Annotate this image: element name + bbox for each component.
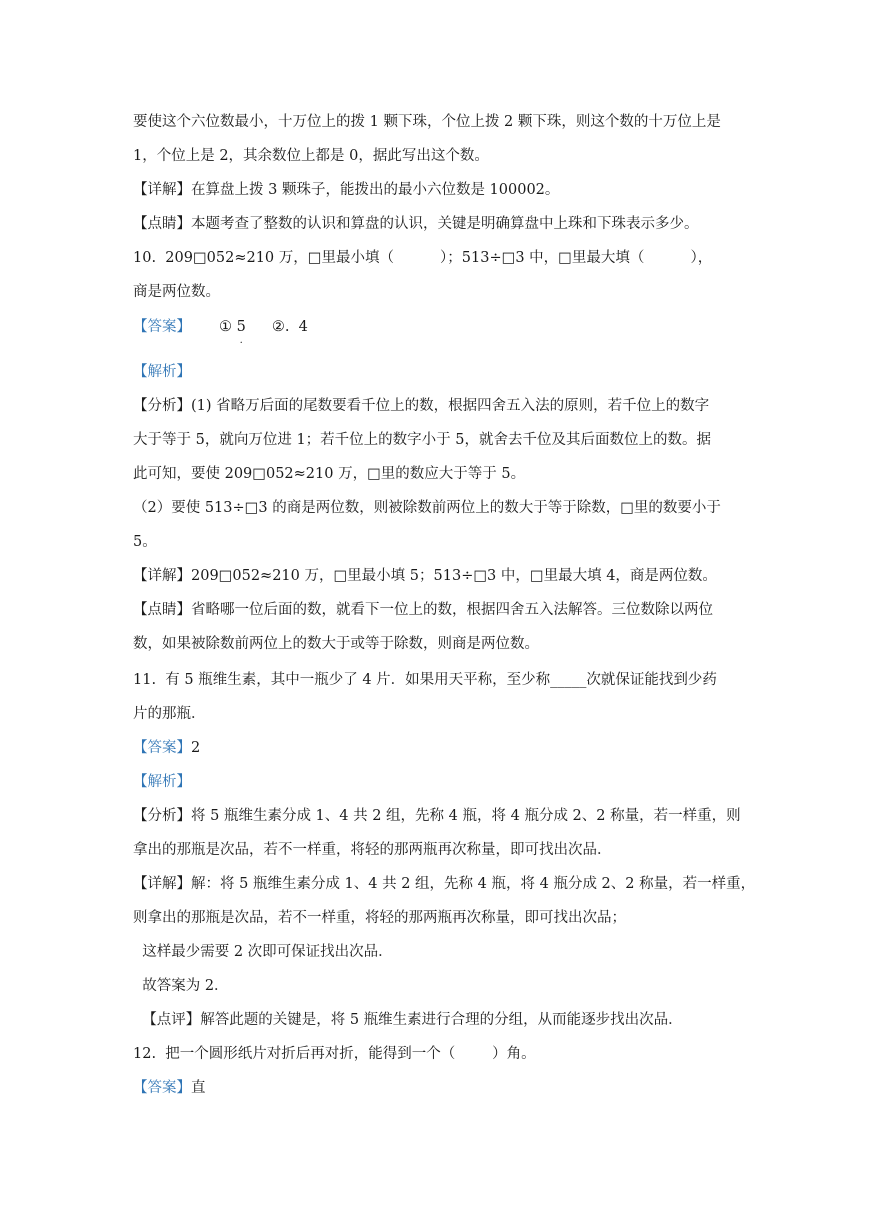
question-11-cont: 片的那瓶． xyxy=(133,706,206,722)
answer-item-2: ②. 4 xyxy=(271,319,308,335)
analysis-heading: 【解析】 xyxy=(133,364,191,380)
text-line: 拿出的那瓶是次品，若不一样重，将轻的那两瓶再次称量，即可找出次品． xyxy=(133,842,612,858)
comment-text: 解答此题的关键是，将 5 瓶维生素进行合理的分组，从而能逐步找出次品． xyxy=(200,1012,683,1028)
text-line: 数，如果被除数前两位上的数大于或等于除数，则商是两位数。 xyxy=(133,636,539,652)
text-line: 故答案为 2． xyxy=(133,978,229,994)
analysis-tag: 【分析】 xyxy=(133,398,191,414)
note-line xyxy=(133,600,713,620)
text-line: 这样最少需要 2 次即可保证找出次品． xyxy=(133,944,393,960)
text-line: 大于等于 5，就向万位进 1；若千位上的数字小于 5，就舍去千位及其后面数位上的数。据 xyxy=(133,432,711,448)
detail-line xyxy=(133,180,559,200)
analysis-heading: 【解析】 xyxy=(133,774,191,790)
note-text: 省略哪一位后面的数，就看下一位上的数，根据四舍五入法解答。三位数除以两位 xyxy=(191,602,713,618)
note-line xyxy=(133,214,699,234)
detail-tag: 【详解】 xyxy=(133,182,191,198)
text-line: 1，个位上是 2，其余数位上都是 0，据此写出这个数。 xyxy=(133,148,489,164)
note-tag: 【点睛】 xyxy=(133,602,191,618)
analysis-text: (1) 省略万后面的尾数要看千位上的数，根据四舍五入法的原则，若千位上的数字 xyxy=(191,398,710,414)
analysis-tag: 【分析】 xyxy=(133,808,191,824)
answer-tag: 【答案】 xyxy=(133,319,191,335)
detail-text: 解：将 5 瓶维生素分成 1、4 共 2 组，先称 4 瓶，将 4 瓶分成 2、2 称量，若一样重， xyxy=(191,876,756,892)
comment-tag: 【点评】 xyxy=(133,1012,201,1028)
detail-text: 在算盘上拨 3 颗珠子，能拨出的最小六位数是 100002。 xyxy=(191,182,560,198)
text-line: 此可知，要使 209□052≈210 万，□里的数应大于等于 5。 xyxy=(133,466,526,482)
detail-tag: 【详解】 xyxy=(133,568,191,584)
answer-tag: 【答案】 xyxy=(133,740,191,756)
analysis-line xyxy=(133,396,709,416)
answer-tag: 【答案】 xyxy=(133,1080,191,1096)
answer-line xyxy=(133,1078,206,1098)
analysis-line xyxy=(133,806,741,826)
analysis-text: 将 5 瓶维生素分成 1、4 共 2 组，先称 4 瓶，将 4 瓶分成 2、2 称量，若一样重，则 xyxy=(191,808,741,824)
note-text: 本题考查了整数的认识和算盘的认识，关键是明确算盘中上珠和下珠表示多少。 xyxy=(191,216,699,232)
question-10: 10. 209□052≈210 万，□里最小填（ ）；513÷□3 中，□里最大填（ ）， xyxy=(133,250,713,266)
text-line: 要使这个六位数最小，十万位上的拨 1 颗下珠，个位上拨 2 颗下珠，则这个数的十万位上是 xyxy=(133,114,721,130)
question-11: 11. 有 5 瓶维生素，其中一瓶少了 4 片．如果用天平称，至少称_____次就保证能找到少药 xyxy=(133,672,717,688)
answer-dot: . xyxy=(239,335,243,346)
detail-line xyxy=(133,874,755,894)
text-line: 则拿出的那瓶是次品，若不一样重，将轻的那两瓶再次称量，即可找出次品； xyxy=(133,910,626,926)
question-10-cont: 商是两位数。 xyxy=(133,284,220,300)
answer-item-1: ① xyxy=(219,319,232,335)
answer-value-1: 5 . xyxy=(236,319,246,346)
answer-value: 直 xyxy=(191,1080,206,1096)
answer-value: 2 xyxy=(191,740,201,756)
detail-line xyxy=(133,566,717,586)
detail-tag: 【详解】 xyxy=(133,876,191,892)
question-12: 12. 把一个圆形纸片对折后再对折，能得到一个（ ）角。 xyxy=(133,1046,536,1062)
note-tag: 【点睛】 xyxy=(133,216,191,232)
text-line: （2）要使 513÷□3 的商是两位数，则被除数前两位上的数大于等于除数，□里的数要小于 xyxy=(133,500,721,516)
detail-text: 209□052≈210 万，□里最小填 5；513÷□3 中，□里最大填 4，商是两位数。 xyxy=(191,568,717,584)
text-line: 5。 xyxy=(133,534,157,550)
answer-line xyxy=(133,738,200,758)
answer-line xyxy=(133,317,308,346)
comment-line xyxy=(133,1010,683,1030)
